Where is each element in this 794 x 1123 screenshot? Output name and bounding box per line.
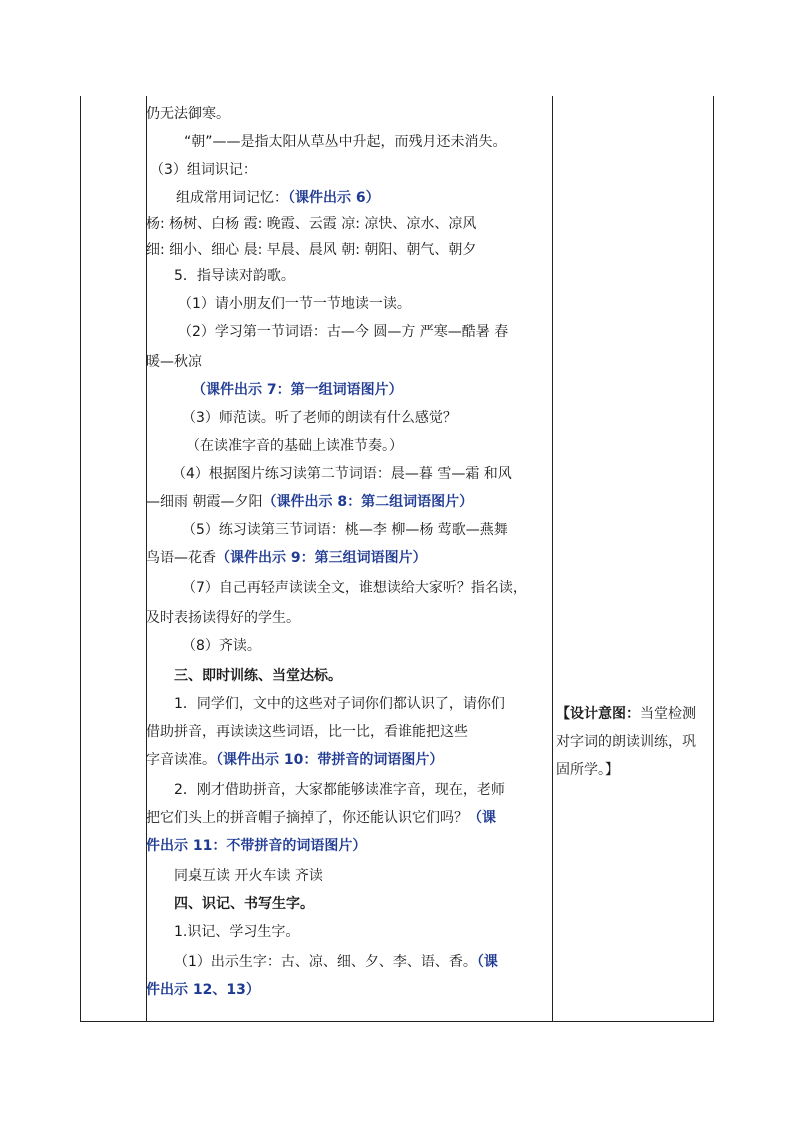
content-text: （在读准字音的基础上读准节奏。） xyxy=(186,438,403,454)
content-line xyxy=(182,520,508,540)
design-intent-line: 对字词的朗读训练，巩 xyxy=(556,734,696,750)
content-text: 杨: 杨树、白杨 霞: 晚霞、云霞 凉: 凉快、凉水、凉风 xyxy=(146,216,477,232)
content-line xyxy=(176,188,380,208)
content-text: —细雨 朝霞—夕阳 xyxy=(146,494,263,510)
content-text: （2）学习第一节词语：古—今 圆—方 严寒—酷暑 春 xyxy=(178,324,509,340)
content-text: （3）师范读。听了老师的朗读有什么感觉？ xyxy=(182,410,457,426)
content-line xyxy=(146,352,202,372)
content-line xyxy=(192,380,403,400)
content-line xyxy=(146,750,443,770)
table-divider-2 xyxy=(552,96,553,1022)
content-text: （1）出示生字：古、凉、细、夕、李、语、香。 xyxy=(174,954,477,970)
content-text: 5．指导读对韵歌。 xyxy=(174,268,295,284)
courseware-note: （课件出示 9：第三组词语图片） xyxy=(216,550,427,566)
section-heading: 三、即时训练、当堂达标。 xyxy=(174,668,342,684)
content-text: 1.识记、学习生字。 xyxy=(174,924,300,940)
courseware-note: （课件出示 7：第一组词语图片） xyxy=(192,382,403,398)
content-text: （3）组词识记： xyxy=(150,162,257,178)
content-line xyxy=(174,922,299,942)
content-line xyxy=(174,866,323,886)
content-text: “朝”——是指太阳从草丛中升起，而残月还未消失。 xyxy=(184,134,507,150)
content-line xyxy=(146,608,300,628)
courseware-note: 件出示 11：不带拼音的词语图片） xyxy=(146,838,367,854)
content-line xyxy=(174,694,505,714)
content-line xyxy=(174,666,342,686)
content-line xyxy=(178,322,508,342)
content-text: 组成常用词记忆： xyxy=(176,190,288,206)
design-intent-line: 固所学。】 xyxy=(556,762,619,778)
content-text: 细: 细小、细心 晨: 早晨、晨风 朝: 朝阳、朝气、朝夕 xyxy=(146,242,477,258)
content-line xyxy=(146,240,476,260)
content-text: 1．同学们，文中的这些对子词你们都认识了，请你们 xyxy=(174,696,505,712)
content-line xyxy=(174,952,498,972)
content-text: （7）自己再轻声读读全文，谁想读给大家听？指名读， xyxy=(182,580,527,596)
courseware-note: （课件出示 8：第二组词语图片） xyxy=(262,494,474,510)
content-text: 鸟语—花香 xyxy=(146,550,216,566)
content-line xyxy=(174,894,314,914)
content-line xyxy=(174,266,295,286)
content-text: （1）请小朋友们一节一节地读一读。 xyxy=(178,296,411,312)
content-text: 借助拼音，再读读这些词语，比一比，看谁能把这些 xyxy=(146,724,468,740)
lesson-table xyxy=(80,96,714,1022)
content-text: 仍无法御寒。 xyxy=(146,106,230,122)
content-text: 及时表扬读得好的学生。 xyxy=(146,610,300,626)
content-line xyxy=(186,436,403,456)
content-text: （4）根据图片练习读第二节词语：晨—暮 雪—霜 和风 xyxy=(172,466,512,482)
content-text: 字音读准。 xyxy=(146,752,216,768)
courseware-note: （课件出示 6） xyxy=(288,190,380,206)
content-text: 同桌互读 开火车读 齐读 xyxy=(174,868,323,884)
table-border-left xyxy=(80,96,81,1022)
design-intent-line: 【设计意图：当堂检测 xyxy=(556,706,696,722)
content-line xyxy=(184,132,507,152)
content-line xyxy=(146,808,496,828)
content-line xyxy=(172,464,512,484)
content-line xyxy=(182,408,457,428)
section-heading: 四、识记、书写生字。 xyxy=(174,896,314,912)
content-line xyxy=(146,980,260,1000)
courseware-note: （课件出示 10：带拼音的词语图片） xyxy=(216,752,444,768)
content-line xyxy=(182,578,527,598)
courseware-note: 件出示 12、13） xyxy=(146,982,260,998)
design-intent-label: 【设计意图： xyxy=(556,706,640,722)
content-line xyxy=(174,780,505,800)
content-line xyxy=(146,492,473,512)
content-text: （8）齐读。 xyxy=(182,638,261,654)
content-line xyxy=(178,294,411,314)
content-text: 2．刚才借助拼音，大家都能够读准字音，现在，老师 xyxy=(174,782,505,798)
content-line xyxy=(182,636,261,656)
content-line xyxy=(146,548,427,568)
courseware-note: （课 xyxy=(476,954,498,970)
courseware-note: （课 xyxy=(468,810,496,826)
content-line xyxy=(146,836,366,856)
content-line xyxy=(150,160,257,180)
design-intent-cell xyxy=(554,96,714,1022)
content-line xyxy=(146,214,476,234)
lesson-content-cell xyxy=(146,96,552,1022)
content-text: 暖—秋凉 xyxy=(146,354,202,370)
content-line xyxy=(146,104,230,124)
content-line xyxy=(146,722,468,742)
content-text: （5）练习读第三节词语：桃—李 柳—杨 莺歌—燕舞 xyxy=(182,522,508,538)
content-text: 把它们头上的拼音帽子摘掉了，你还能认识它们吗？ xyxy=(146,810,468,826)
